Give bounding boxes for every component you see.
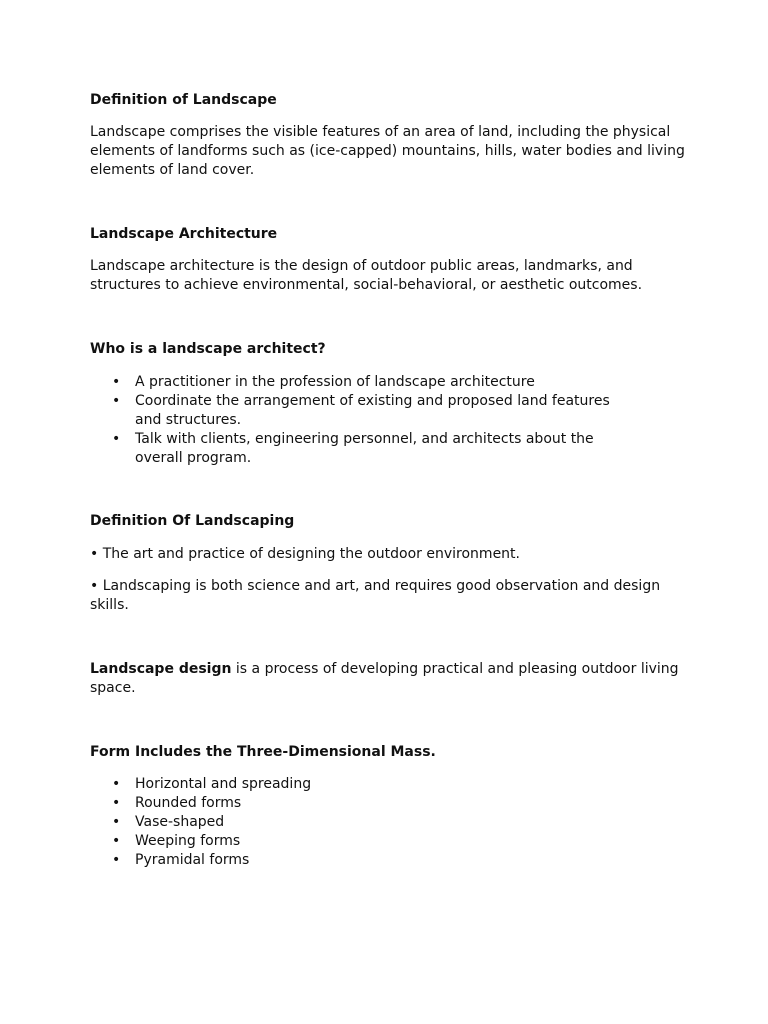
list-item — [90, 832, 690, 851]
list-item-text: Vase-shaped — [135, 814, 225, 830]
list-item — [90, 775, 690, 794]
bullet-icon: • — [112, 374, 121, 390]
heading-landscape-architecture: Landscape Architecture — [90, 226, 278, 242]
bullet-icon: • — [112, 393, 121, 409]
list-item-text: Pyramidal forms — [135, 852, 250, 868]
list-item — [90, 813, 690, 832]
heading-form: Form Includes the Three-Dimensional Mass. — [90, 744, 436, 760]
list-item-text: A practitioner in the profession of landscape architecture — [135, 374, 535, 390]
list-item-text: Horizontal and spreading — [135, 776, 312, 792]
bullet-icon: • — [112, 833, 121, 849]
landscape-design-term: Landscape design — [90, 661, 232, 677]
bullet-icon: • — [112, 431, 121, 447]
paragraph-landscape-design — [90, 660, 690, 698]
document-page — [90, 0, 690, 1024]
list-item — [90, 851, 690, 870]
list-item-text: Rounded forms — [135, 795, 242, 811]
form-bullet-list — [90, 775, 690, 870]
list-item — [90, 794, 690, 813]
list-item-text: Coordinate the arrangement of existing and proposed land features and structures. — [135, 393, 610, 428]
paragraph-landscape-architecture: Landscape architecture is the design of outdoor public areas, landmarks, and structures to achieve environmental, social-behavioral, or aesthetic outcomes. — [90, 258, 643, 293]
list-item-text: Talk with clients, engineering personnel, and architects about the overall program. — [135, 431, 594, 466]
paragraph-landscaping-art: • The art and practice of designing the outdoor environment. — [90, 546, 520, 562]
landscape-design-text: is a process of developing practical and pleasing outdoor living space. — [90, 661, 679, 696]
list-item-text: Weeping forms — [135, 833, 241, 849]
list-item — [90, 392, 690, 430]
bullet-icon: • — [112, 795, 121, 811]
list-item — [90, 430, 690, 468]
bullet-icon: • — [112, 852, 121, 868]
bullet-icon: • — [112, 814, 121, 830]
heading-definition-of-landscaping: Definition Of Landscaping — [90, 513, 295, 529]
bullet-icon: • — [112, 776, 121, 792]
paragraph-definition-of-landscape: Landscape comprises the visible features of an area of land, including the physical elements of landforms such as (ice-capped) mountains, hills, water bodies and living elements of land cover. — [90, 124, 685, 178]
architect-bullet-list — [90, 373, 690, 468]
list-item — [90, 373, 690, 392]
heading-definition-of-landscape: Definition of Landscape — [90, 92, 277, 108]
heading-who-is-landscape-architect: Who is a landscape architect? — [90, 341, 326, 357]
paragraph-landscaping-science: • Landscaping is both science and art, and requires good observation and design skills. — [90, 578, 661, 613]
